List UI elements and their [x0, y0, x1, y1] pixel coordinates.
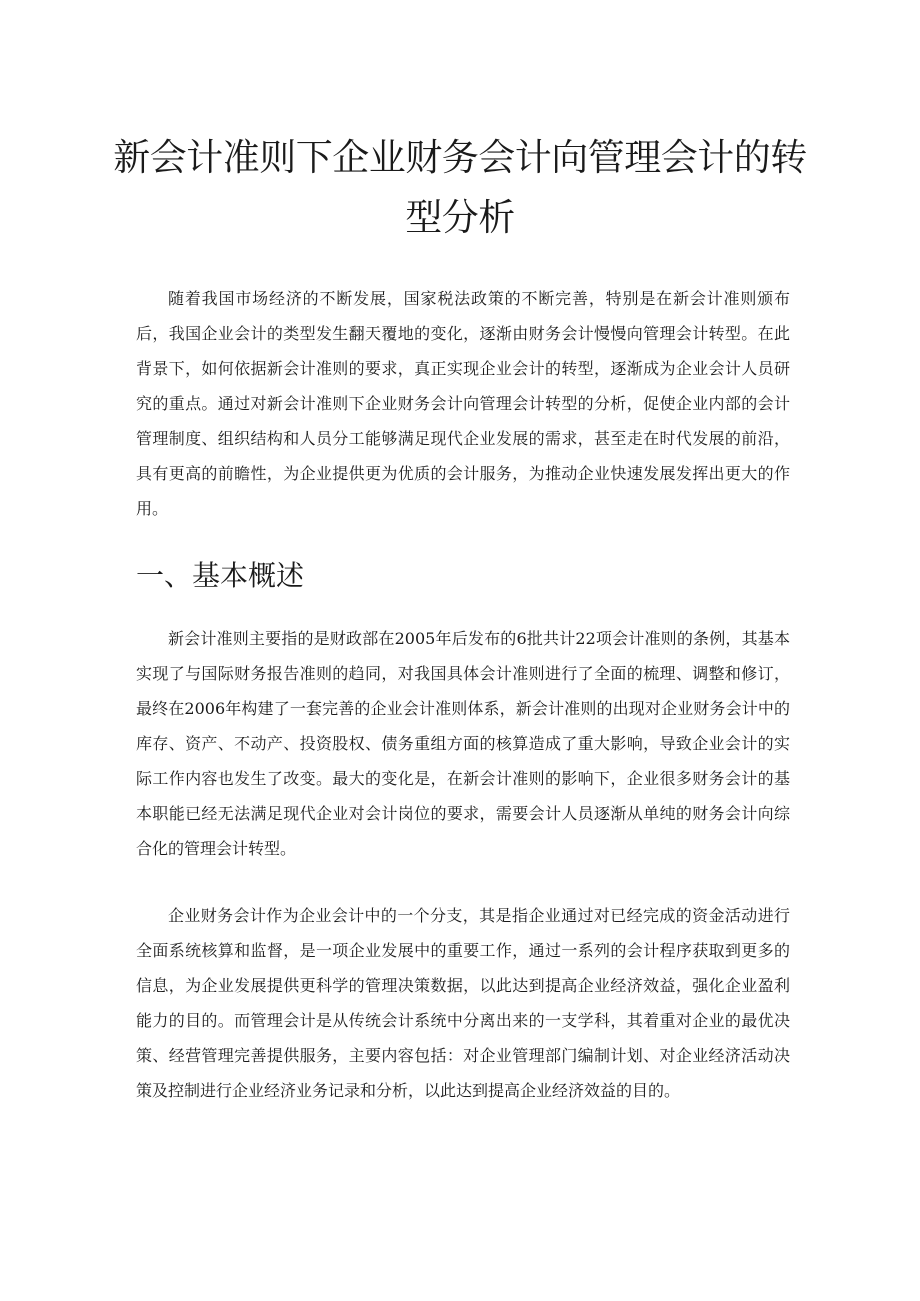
document-title-line-1: 新会计准则下企业财务会计向管理会计的转	[113, 136, 807, 179]
body-paragraph: 企业财务会计作为企业会计中的一个分支，其是指企业通过对已经完成的资金活动进行全面系统核算和监督，是一项企业发展中的重要工作，通过一系列的会计程序获取到更多的信息，为企业发展提供更科学的管理决策数据，以此达到提高企业经济效益，强化企业盈利能力的目的。而管理会计是从传统会计系统中分离出来的一支学科，其着重对企业的最优决策、经营管理完善提供服务，主要内容包括：对企业管理部门编制计划、对企业经济活动决策及控制进行企业经济业务记录和分析，以此达到提高企业经济效益的目的。	[136, 906, 790, 1100]
body-paragraph: 新会计准则主要指的是财政部在2005年后发布的6批共计22项会计准则的条例，其基本实现了与国际财务报告准则的趋同，对我国具体会计准则进行了全面的梳理、调整和修订，最终在2006年构建了一套完善的企业会计准则体系，新会计准则的出现对企业财务会计中的库存、资产、不动产、投资股权、债务重组方面的核算造成了重大影响，导致企业会计的实际工作内容也发生了改变。最大的变化是，在新会计准则的影响下，企业很多财务会计的基本职能已经无法满足现代企业对会计岗位的要求，需要会计人员逐渐从单纯的财务会计向综合化的管理会计转型。	[136, 629, 790, 858]
section-heading: 一、基本概述	[136, 559, 305, 592]
intro-paragraph: 随着我国市场经济的不断发展，国家税法政策的不断完善，特别是在新会计准则颁布后，我国企业会计的类型发生翻天覆地的变化，逐渐由财务会计慢慢向管理会计转型。在此背景下，如何依据新会计准则的要求，真正实现企业会计的转型，逐渐成为企业会计人员研究的重点。通过对新会计准则下企业财务会计向管理会计转型的分析，促使企业内部的会计管理制度、组织结构和人员分工能够满足现代企业发展的需求，甚至走在时代发展的前沿，具有更高的前瞻性，为企业提供更为优质的会计服务，为推动企业快速发展发挥出更大的作用。	[136, 289, 790, 518]
document-title-line-2: 型分析	[405, 196, 515, 239]
